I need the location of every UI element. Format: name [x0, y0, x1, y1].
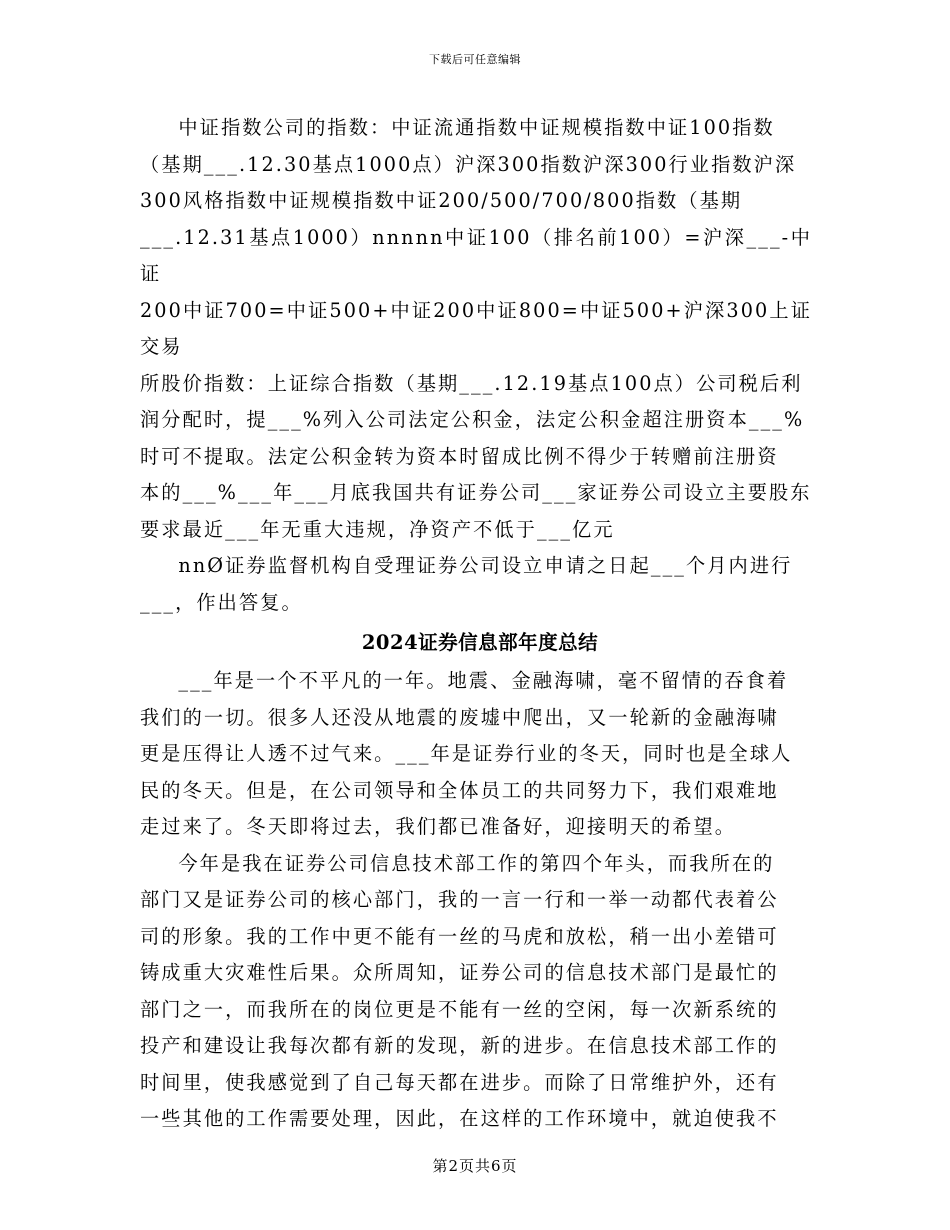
paragraph-work-summary: 今年是我在证券公司信息技术部工作的第四个年头，而我所在的 部门又是证券公司的核心部门，我的一言一行和一举一动都代表着公 司的形象。我的工作中更不能有一丝的马虎和放松，稍一出小差错可 铸成重大灾难性后果。众所周知，证券公司的信息技术部门是最忙的 部门之一，而我所在的岗位更是不能有一丝的空闲，每一次新系统的 投产和建设让我每次都有新的发现，新的进步。在信息技术部工作的 时间里，使我感觉到了自己每天都在进步。而除了日常维护外，还有 一些其他的工作需要处理，因此，在这样的工作环境中，就迫使我不 [140, 851, 779, 1130]
paragraph-approval-note: nnØ证券监督机构自受理证券公司设立申请之日起___个月内进行 ___，作出答复。 [140, 554, 793, 614]
page-number-footer: 第2页共6页 [432, 1157, 518, 1175]
document-title: 2024证券信息部年度总结 [361, 631, 599, 654]
document-body [140, 110, 812, 1138]
page-header: 下载后可任意编辑 [429, 53, 521, 66]
paragraph-year-review: ___年是一个不平凡的一年。地震、金融海啸，毫不留情的吞食着 我们的一切。很多人还没从地震的废墟中爬出，又一轮新的金融海啸 更是压得让人透不过气来。___年是证券行业的冬天，同时也是全球人 民的冬天。但是，在公司领导和全体员工的共同努力下，我们艰难地 走过来了。冬天即将过去，我们都已准备好，迎接明天的希望。 [140, 669, 793, 838]
paragraph-index-notes: 中证指数公司的指数：中证流通指数中证规模指数中证100指数 （基期___.12.30基点1000点）沪深300指数沪深300行业指数沪深 300风格指数中证规模指数中证200/500/700/800指数（基期 ___.12.31基点1000）nnnnn中证100（排名前100）=沪深___-中证 200中证700=中证500+中证200中证800=中证500+沪深300上证交易 所股价指数：上证综合指数（基期___.12.19基点100点）公司税后利 润分配时，提___%列入公司法定公积金，法定公积金超注册资本___% 时可不提取。法定公积金转为资本时留成比例不得少于转赠前注册资 本的___%___年___月底我国共有证券公司___家证券公司设立主要股东 要求最近___年无重大违规，净资产不低于___亿元 [140, 116, 812, 541]
